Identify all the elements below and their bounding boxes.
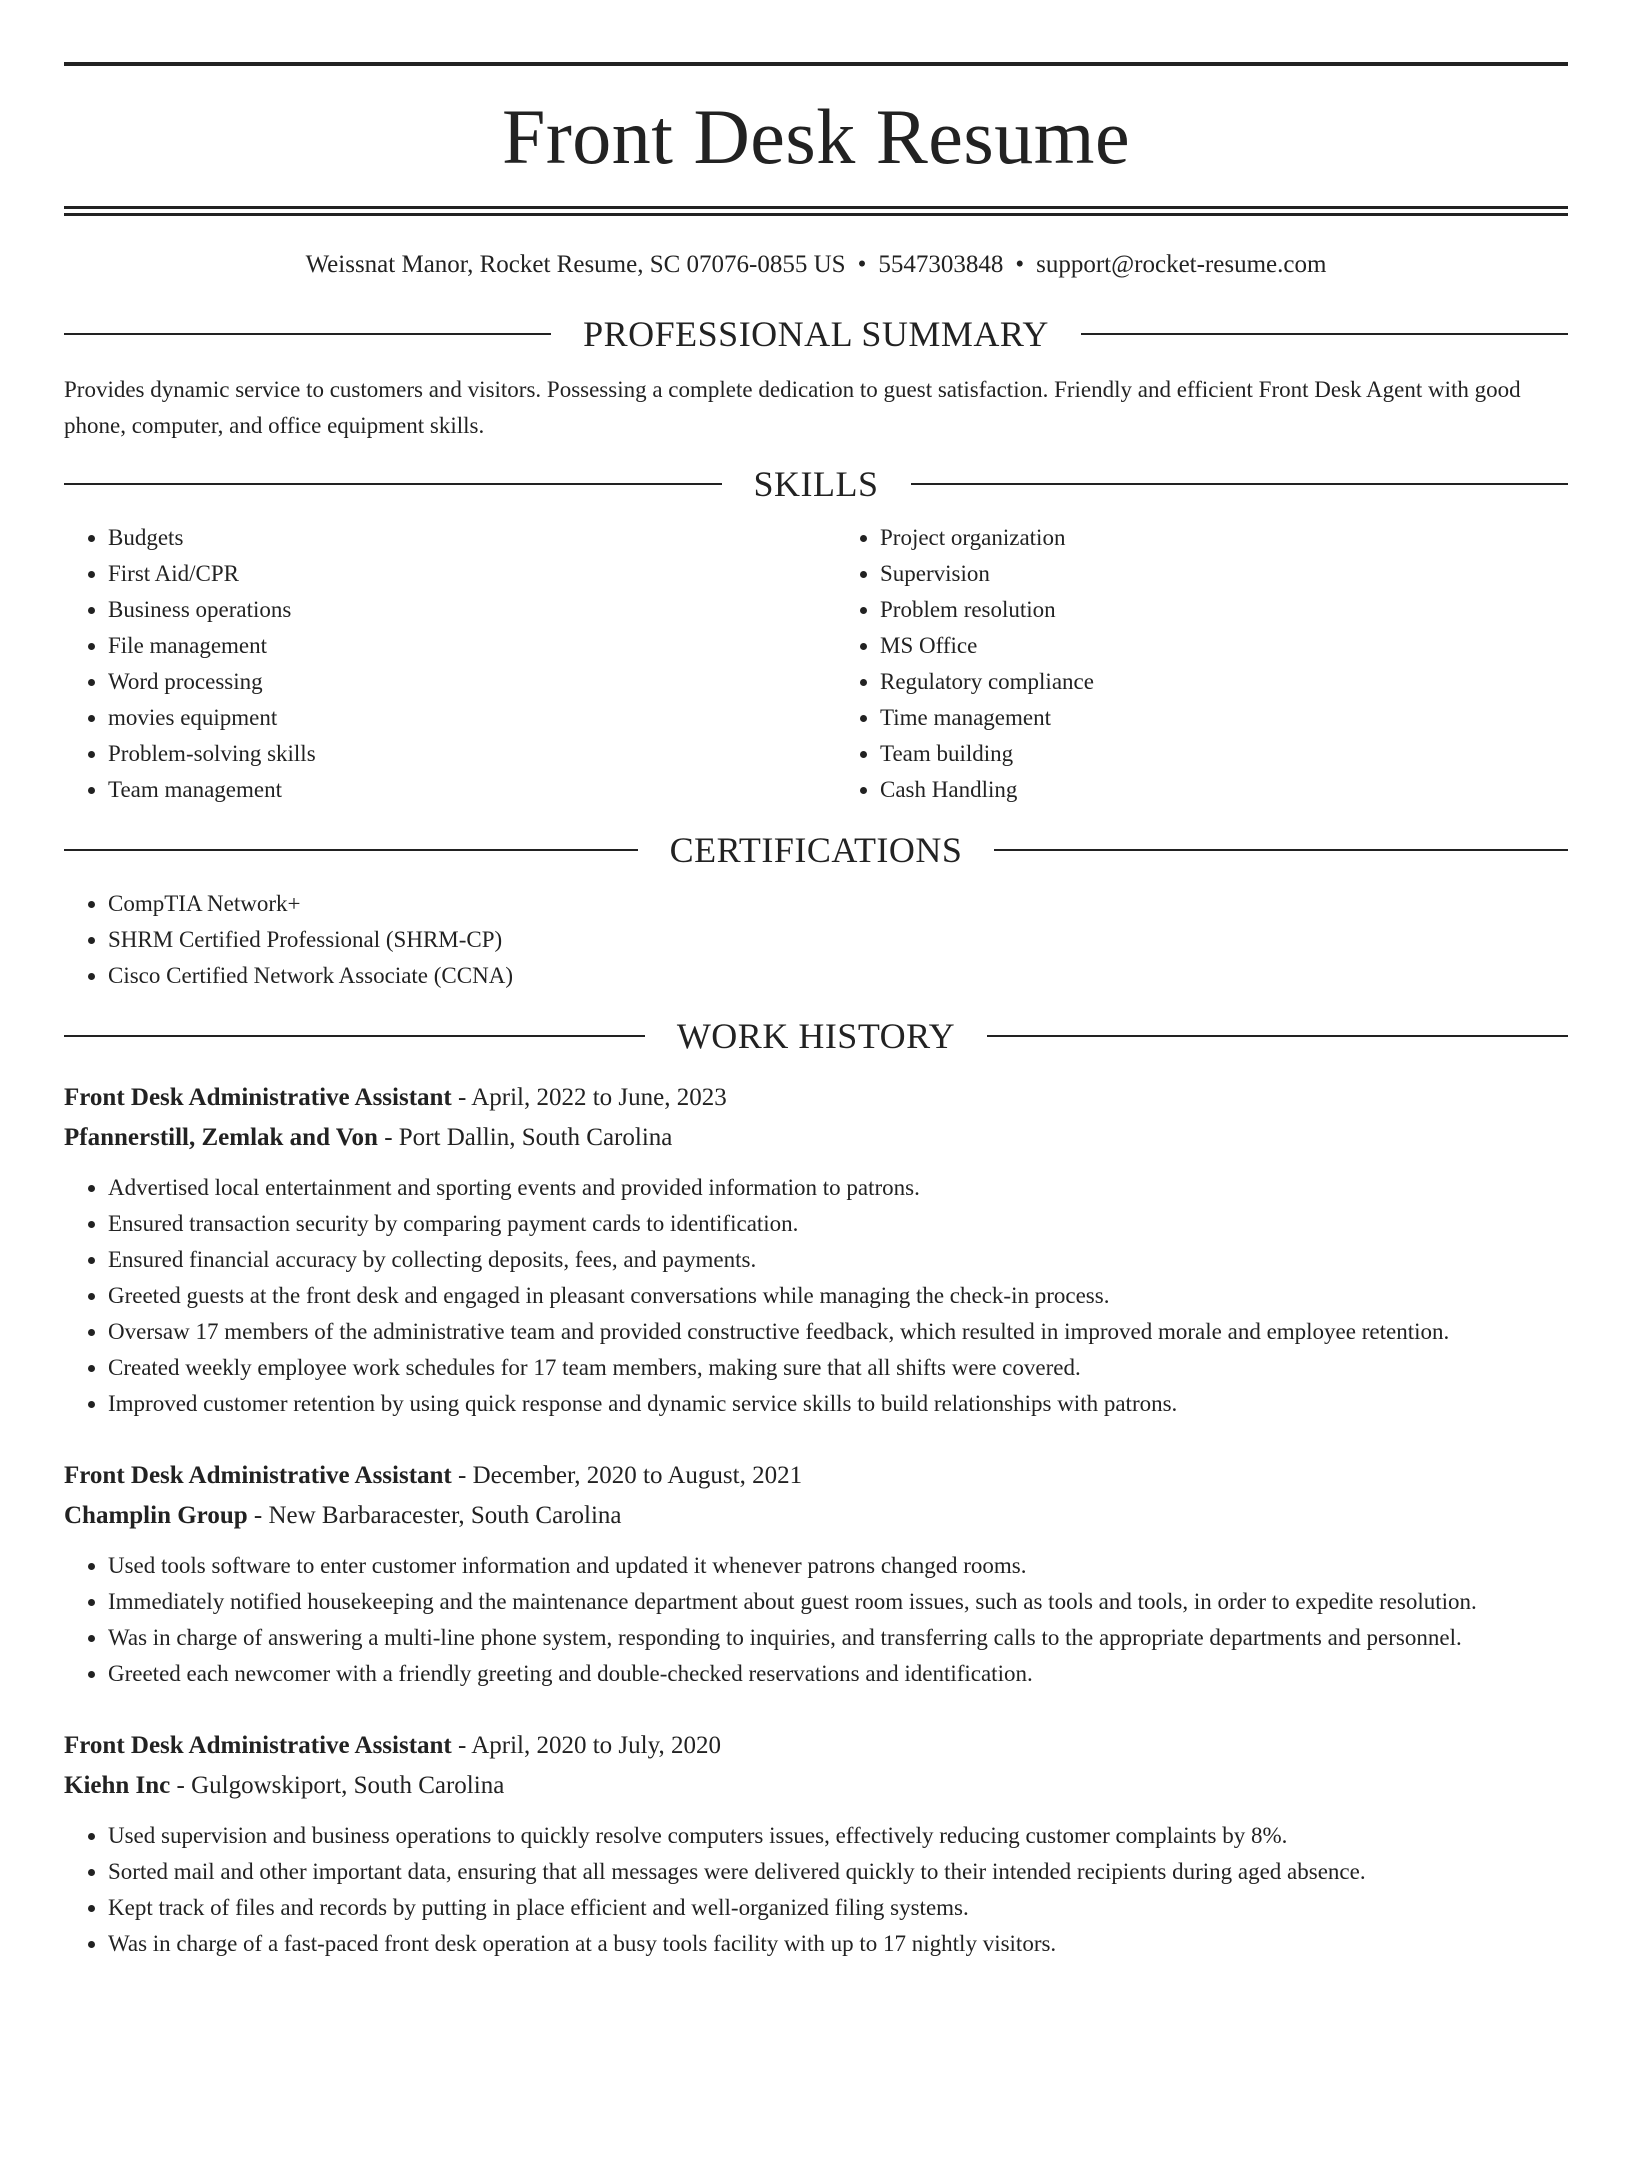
job-bullet: • Used supervision and business operations to quickly resolve computers issues, effectively reducing customer complaints by 8%. [108,1818,1568,1854]
certification-item: • SHRM Certified Professional (SHRM-CP) [108,922,1568,958]
heading-rule [987,1035,1568,1037]
job-company: Champlin Group [64,1502,248,1529]
heading-rule [1081,333,1568,335]
skills-grid [64,520,1568,808]
skills-list-left [64,520,796,808]
job-title: Front Desk Administrative Assistant [64,1462,452,1489]
job-entry [64,1456,1568,1692]
skills-list-right [836,520,1568,808]
job-bullets [64,1548,1568,1692]
job-dates: - April, 2022 to June, 2023 [451,1084,727,1111]
certifications-list [64,886,1568,994]
section-heading-work-history [64,1018,1568,1054]
skill-item: • File management [108,628,796,664]
section-heading-summary [64,316,1568,352]
job-bullets [64,1170,1568,1422]
heading-rule [911,483,1569,485]
job-dates: - December, 2020 to August, 2021 [451,1462,803,1489]
job-bullet: • Created weekly employee work schedules for 17 team members, making sure that all shifts were covered. [108,1350,1568,1386]
job-bullet: • Sorted mail and other important data, ensuring that all messages were delivered quickly to their intended recipients during aged absence. [108,1854,1568,1890]
job-bullet: • Immediately notified housekeeping and the maintenance department about guest room issues, such as tools and tools, in order to expedite resolution. [108,1584,1568,1620]
skill-item: • Cash Handling [880,772,1568,808]
contact-address: Weissnat Manor, Rocket Resume, SC 07076-0855 US [305,251,846,278]
job-bullet: • Was in charge of answering a multi-line phone system, responding to inquiries, and transferring calls to the appropriate departments and personnel. [108,1620,1568,1656]
job-title-line [64,1078,1568,1118]
contact-separator: • [1015,251,1025,278]
job-bullet: • Greeted guests at the front desk and engaged in pleasant conversations while managing the check-in process. [108,1278,1568,1314]
heading-rule [64,849,638,851]
work-history-list [64,1078,1568,1962]
job-bullet: • Ensured transaction security by comparing payment cards to identification. [108,1206,1568,1242]
job-bullet: • Greeted each newcomer with a friendly greeting and double-checked reservations and identification. [108,1656,1568,1692]
job-company: Kiehn Inc [64,1772,171,1799]
skill-item: • Budgets [108,520,796,556]
heading-rule [64,333,551,335]
certification-item: • Cisco Certified Network Associate (CCNA) [108,958,1568,994]
job-bullet: • Improved customer retention by using quick response and dynamic service skills to build relationships with patrons. [108,1386,1568,1422]
job-company-line [64,1766,1568,1806]
job-company-line [64,1496,1568,1536]
section-title-skills: SKILLS [753,464,879,504]
skill-item: • Team management [108,772,796,808]
section-title-work-history: WORK HISTORY [676,1016,956,1056]
job-location: - New Barbaracester, South Carolina [247,1502,622,1529]
heading-rule [64,1035,645,1037]
skill-item: • MS Office [880,628,1568,664]
job-entry [64,1078,1568,1422]
skill-item: • First Aid/CPR [108,556,796,592]
job-bullet: • Advertised local entertainment and sporting events and provided information to patrons. [108,1170,1568,1206]
job-bullet: • Kept track of files and records by putting in place efficient and well-organized filing systems. [108,1890,1568,1926]
contact-separator: • [857,251,867,278]
skill-item: • Regulatory compliance [880,664,1568,700]
heading-rule [64,483,722,485]
job-location: - Port Dallin, South Carolina [377,1124,673,1151]
title-bottom-double-rule [64,206,1568,216]
job-bullets [64,1818,1568,1962]
certification-item: • CompTIA Network+ [108,886,1568,922]
job-bullet: • Used tools software to enter customer information and updated it whenever patrons changed rooms. [108,1548,1568,1584]
job-bullet: • Was in charge of a fast-paced front desk operation at a busy tools facility with up to 17 nightly visitors. [108,1926,1568,1962]
job-bullet: • Oversaw 17 members of the administrative team and provided constructive feedback, which resulted in improved morale and employee retention. [108,1314,1568,1350]
skill-item: • Project organization [880,520,1568,556]
section-heading-certifications [64,832,1568,868]
skill-item: • Team building [880,736,1568,772]
job-location: - Gulgowskiport, South Carolina [170,1772,505,1799]
skill-item: • Problem resolution [880,592,1568,628]
section-title-summary: PROFESSIONAL SUMMARY [583,314,1049,354]
job-title: Front Desk Administrative Assistant [64,1732,452,1759]
skill-item: • Supervision [880,556,1568,592]
job-dates: - April, 2020 to July, 2020 [451,1732,721,1759]
job-title-line [64,1456,1568,1496]
section-heading-skills [64,466,1568,502]
contact-line [64,250,1568,280]
skill-item: • Business operations [108,592,796,628]
heading-rule [994,849,1568,851]
contact-phone: 5547303848 [878,251,1004,278]
job-bullet: • Ensured financial accuracy by collecting deposits, fees, and payments. [108,1242,1568,1278]
skill-item: • Time management [880,700,1568,736]
job-company: Pfannerstill, Zemlak and Von [64,1124,378,1151]
contact-email: support@rocket-resume.com [1036,251,1327,278]
page-title: Front Desk Resume [501,93,1131,180]
job-title-line [64,1726,1568,1766]
resume-page [0,62,1632,2174]
skill-item: • movies equipment [108,700,796,736]
job-entry [64,1726,1568,1962]
section-title-certifications: CERTIFICATIONS [669,830,963,870]
summary-text: Provides dynamic service to customers and visitors. Possessing a complete dedication to guest satisfaction. Friendly and efficient Front Desk Agent with good phone, computer, and office equipment skills. [64,377,1521,438]
job-title: Front Desk Administrative Assistant [64,1084,452,1111]
job-company-line [64,1118,1568,1158]
skill-item: • Word processing [108,664,796,700]
skill-item: • Problem-solving skills [108,736,796,772]
title-top-rule [64,62,1568,66]
